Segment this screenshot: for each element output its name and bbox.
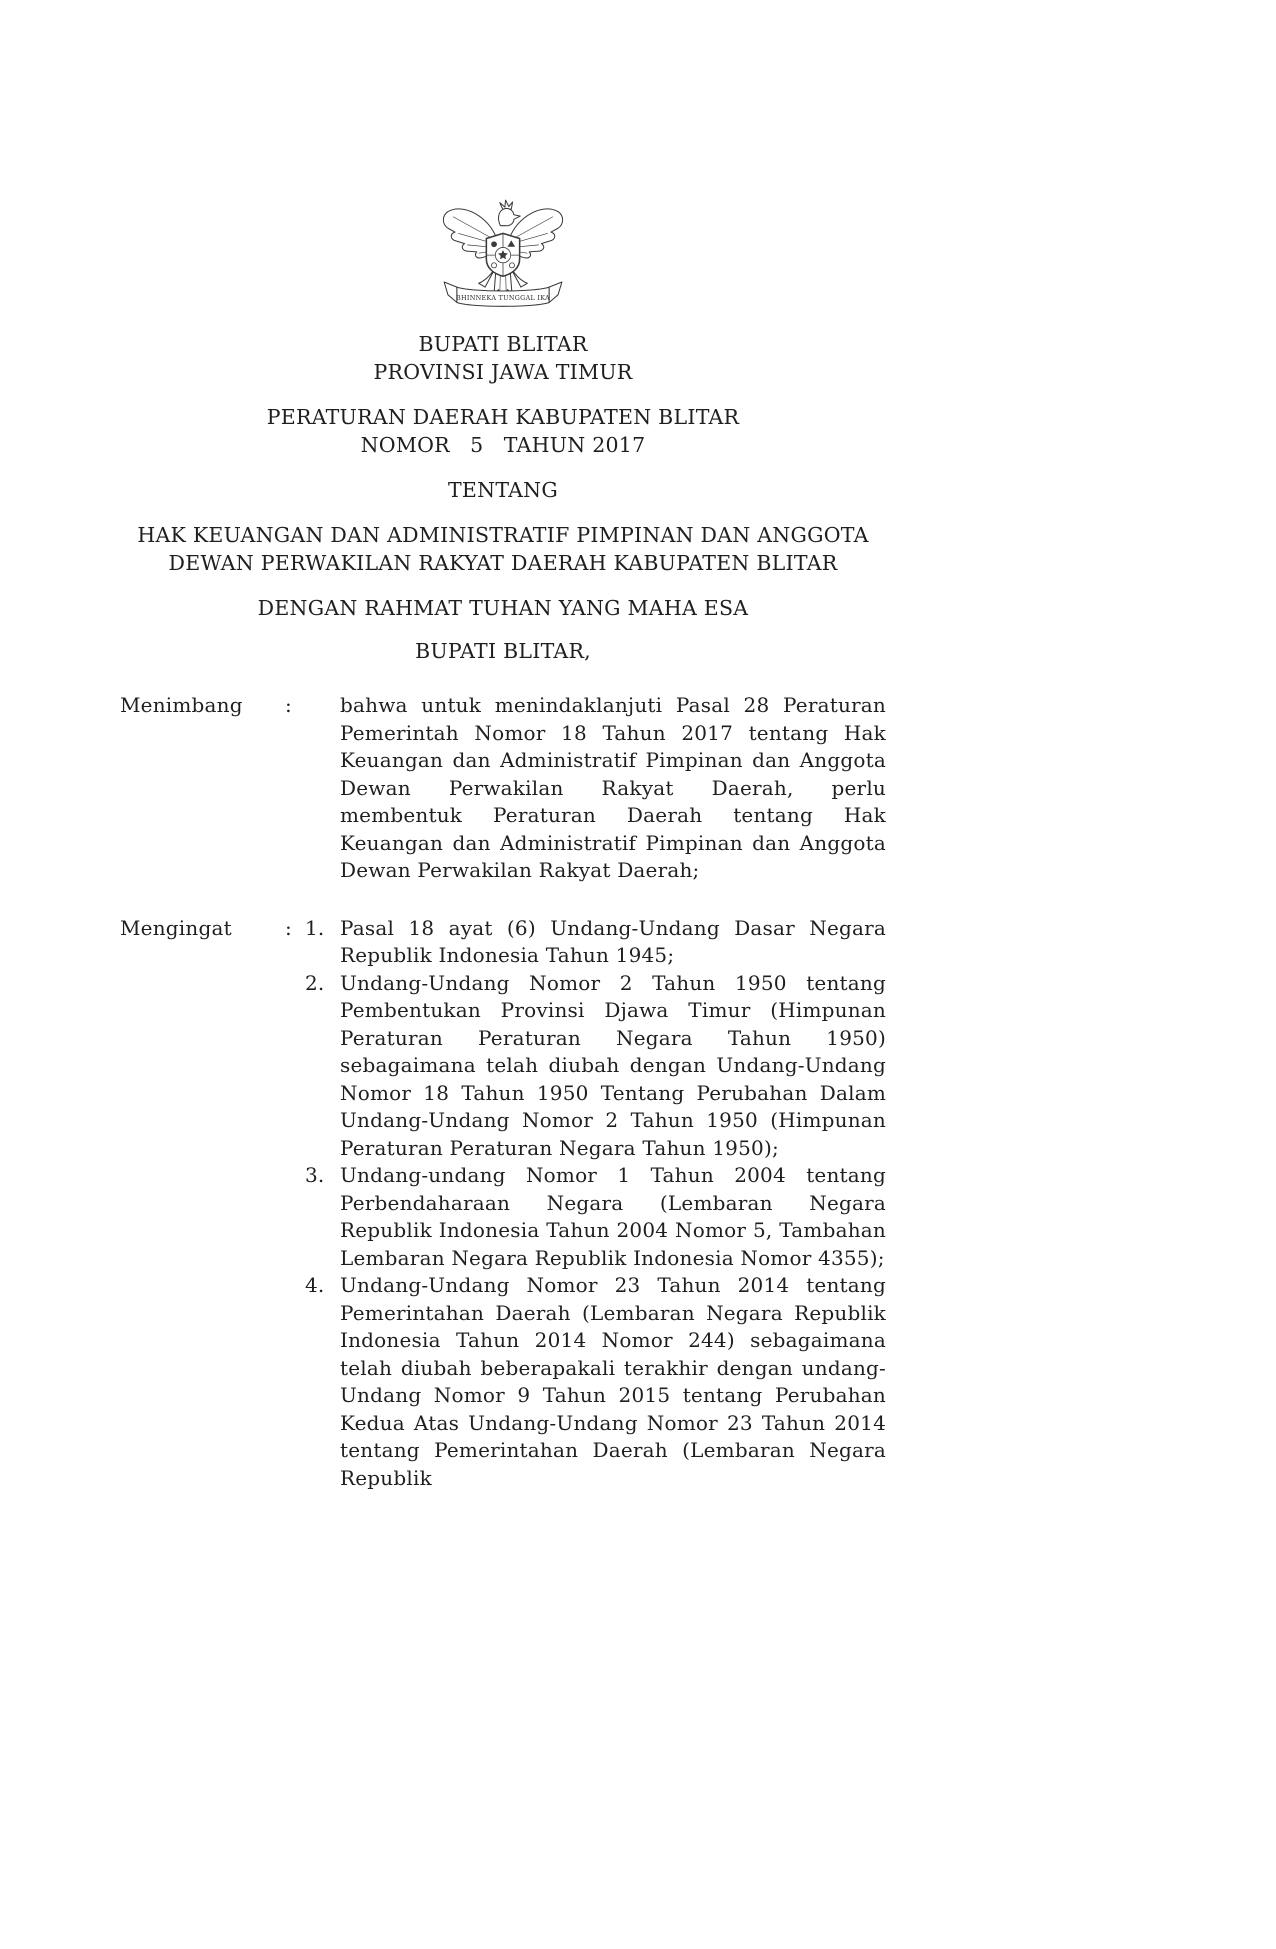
- document-content: [120, 0, 886, 1492]
- list-item: [305, 1162, 886, 1272]
- menimbang-text: bahwa untuk menindaklanjuti Pasal 28 Peraturan Pemerintah Nomor 18 Tahun 2017 tentang Hak Keuangan dan Administratif Pimpinan dan Anggota Dewan Perwakilan Rakyat Daerah, perlu membentuk Peraturan Daerah tentang Hak Keuangan dan Administratif Pimpinan dan Anggota Dewan Perwakilan Rakyat Daerah;: [340, 693, 886, 882]
- regulation-number: NOMOR 5 TAHUN 2017: [360, 433, 646, 457]
- issuing-authority-block: [120, 637, 886, 665]
- menimbang-colon: :: [285, 693, 292, 717]
- header-provinsi-line: PROVINSI JAWA TIMUR: [373, 360, 633, 384]
- list-item-number: 1.: [305, 915, 325, 940]
- tentang-block: [120, 476, 886, 504]
- invocation-line: DENGAN RAHMAT TUHAN YANG MAHA ESA: [257, 596, 749, 620]
- regulation-title-block: [120, 403, 886, 459]
- regulation-title: PERATURAN DAERAH KABUPATEN BLITAR: [266, 405, 740, 429]
- list-item-text: Undang-Undang Nomor 23 Tahun 2014 tentang Pemerintahan Daerah (Lembaran Negara Republik Indonesia Tahun 2014 Nomor 244) sebagaimana telah diubah beberapakali terakhir dengan undang-Undang Nomor 9 Tahun 2015 tentang Perubahan Kedua Atas Undang-Undang Nomor 23 Tahun 2014 tentang Pemerintahan Daerah (Lembaran Negara Republik: [340, 1273, 886, 1490]
- mengingat-colon: :: [285, 915, 292, 940]
- list-item-text: Undang-undang Nomor 1 Tahun 2004 tentang Perbendaharaan Negara (Lembaran Negara Republik Indonesia Tahun 2004 Nomor 5, Tambahan Lembaran Negara Republik Indonesia Nomor 4355);: [340, 1163, 886, 1270]
- issuing-authority-line: BUPATI BLITAR,: [415, 639, 591, 663]
- menimbang-section: [120, 692, 886, 885]
- list-item-number: 2.: [305, 970, 325, 995]
- tentang-label: TENTANG: [448, 478, 558, 502]
- subject-line-1: HAK KEUANGAN DAN ADMINISTRATIF PIMPINAN DAN ANGGOTA: [137, 523, 869, 547]
- list-item: [305, 915, 886, 970]
- subject-line-2: DEWAN PERWAKILAN RAKYAT DAERAH KABUPATEN BLITAR: [168, 551, 838, 575]
- mengingat-label: Mengingat: [120, 915, 232, 940]
- emblem-motto-text: BHINNEKA TUNGGAL IKA: [456, 293, 550, 302]
- list-item-number: 3.: [305, 1163, 325, 1187]
- header-bupati-line: BUPATI BLITAR: [418, 332, 588, 356]
- mengingat-section: [120, 915, 886, 1493]
- mengingat-list: [305, 915, 886, 1493]
- list-item-text: Pasal 18 ayat (6) Undang-Undang Dasar Negara Republik Indonesia Tahun 1945;: [340, 915, 886, 967]
- subject-block: [120, 521, 886, 577]
- list-item-text: Undang-Undang Nomor 2 Tahun 1950 tentang Pembentukan Provinsi Djawa Timur (Himpunan Peraturan Peraturan Negara Tahun 1950) sebagaimana telah diubah dengan Undang-Undang Nomor 18 Tahun 1950 Tentang Perubahan Dalam Undang-Undang Nomor 2 Tahun 1950 (Himpunan Peraturan Peraturan Negara Tahun 1950);: [340, 970, 886, 1160]
- emblem-container: [438, 186, 568, 314]
- menimbang-label: Menimbang: [120, 693, 243, 717]
- list-item: [305, 1272, 886, 1492]
- list-item: [305, 970, 886, 1163]
- list-item-number: 4.: [305, 1273, 325, 1297]
- invocation-block: [120, 594, 886, 622]
- header-authority-block: [120, 330, 886, 386]
- garuda-pancasila-emblem: [438, 186, 568, 314]
